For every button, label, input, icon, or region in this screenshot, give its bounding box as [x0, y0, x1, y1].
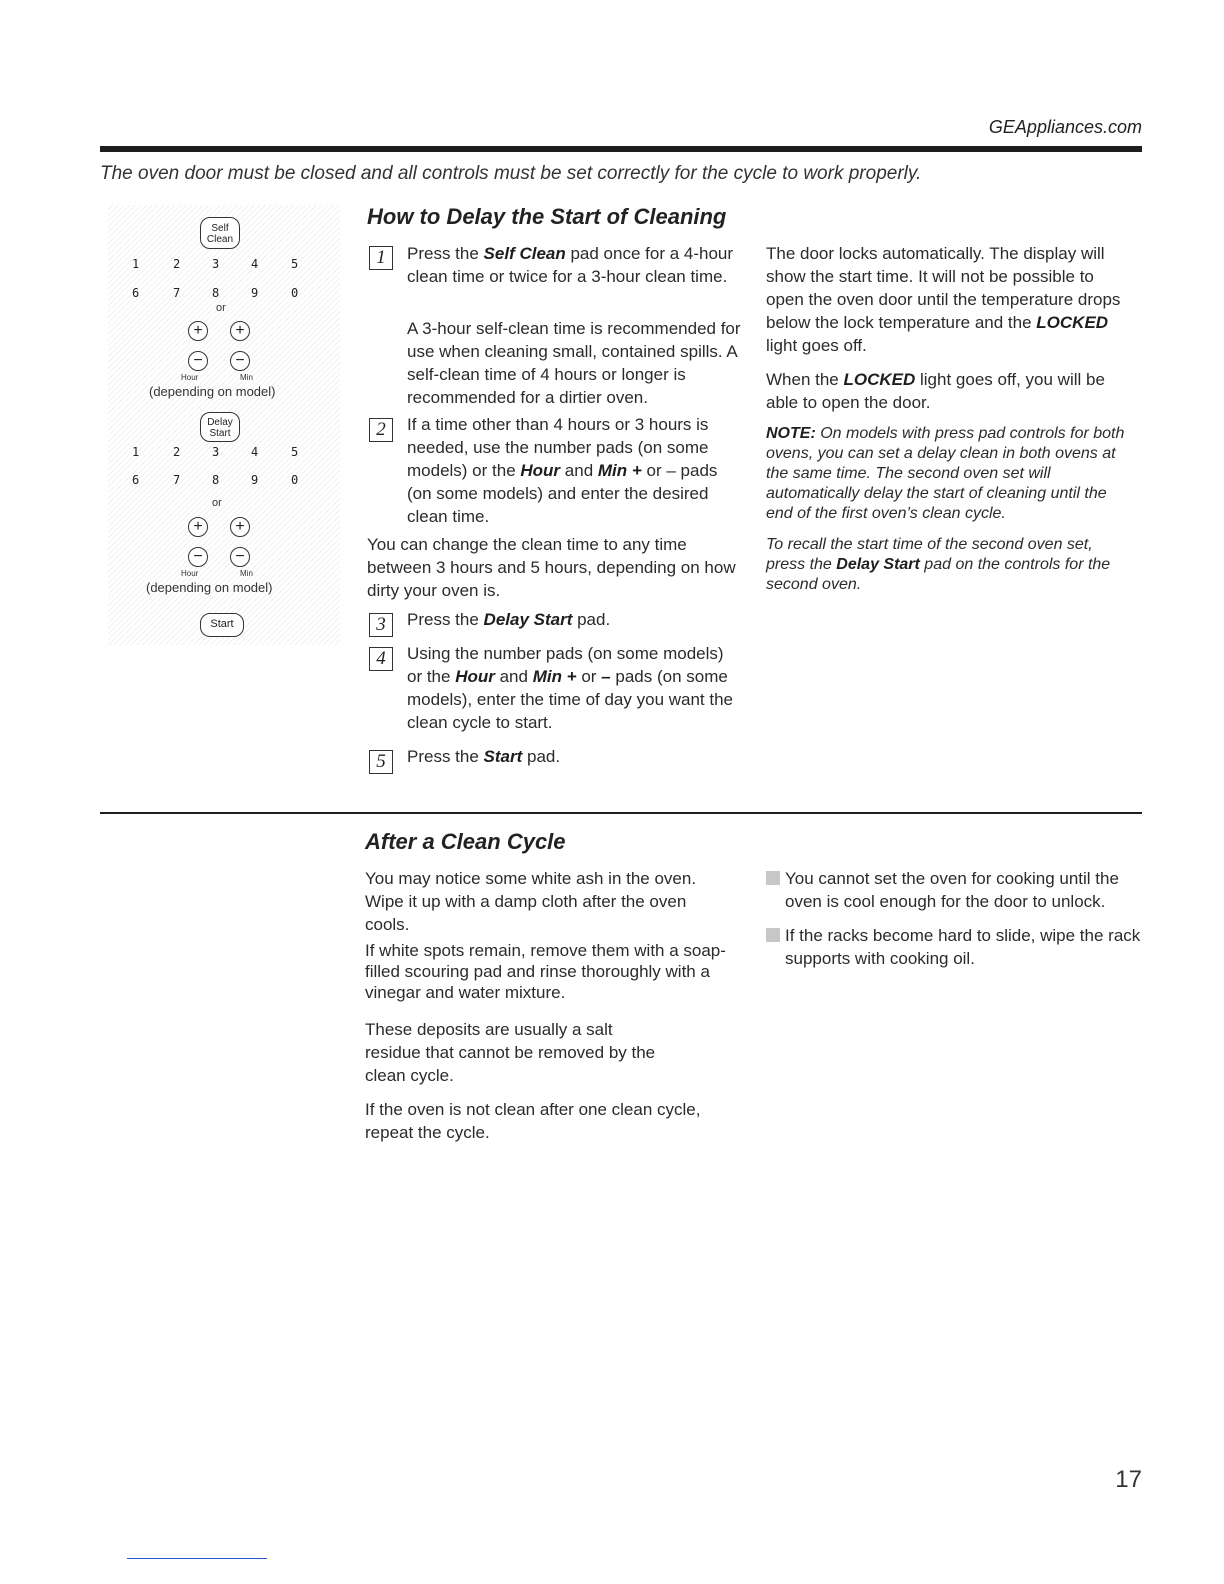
site-url: GEAppliances.com	[988, 117, 1142, 137]
footer-link-line	[127, 1558, 267, 1559]
depending-note: (depending on model)	[146, 580, 273, 595]
key-8: 8	[212, 473, 220, 487]
hour-minus-icon: −	[188, 547, 208, 567]
key-1: 1	[132, 257, 140, 271]
key-3: 3	[212, 257, 220, 271]
after-p4: If the oven is not clean after one clean cycle, repeat the cycle.	[365, 1100, 701, 1142]
key-9: 9	[251, 473, 259, 487]
hour-label: Hour	[181, 569, 199, 578]
key-1: 1	[132, 445, 140, 459]
key-8: 8	[212, 286, 220, 300]
section-divider	[100, 812, 1142, 814]
key-7: 7	[173, 286, 181, 300]
control-panel-illustration	[108, 205, 340, 645]
after-bullet-1: You cannot set the oven for cooking until the oven is cool enough for the door to unlock.	[785, 869, 1119, 911]
change-time-text: You can change the clean time to any time between 3 hours and 5 hours, depending on how dirty your oven is.	[367, 535, 736, 600]
recall-text: To recall the start time of the second oven set, press the Delay Start pad on the controls for the second oven.	[766, 536, 1111, 593]
key-2: 2	[173, 257, 181, 271]
after-bullet-2: If the racks become hard to slide, wipe the rack supports with cooking oil.	[785, 926, 1141, 968]
key-0: 0	[291, 473, 299, 487]
key-2: 2	[173, 445, 181, 459]
key-4: 4	[251, 445, 259, 459]
page-number: 17	[1115, 1466, 1142, 1493]
intro-text: The oven door must be closed and all controls must be set correctly for the cycle to work properly.	[100, 163, 922, 184]
key-9: 9	[251, 286, 259, 300]
self-clean-pad: Self Clean	[200, 217, 240, 249]
step-5-text: Press the Start pad.	[407, 747, 561, 766]
door-locks-text: The door locks automatically. The display will show the start time. It will not be possible to open the oven door until the temperature drops below the lock temperature and the LOCKED light goes off.	[766, 244, 1121, 355]
top-rule	[100, 146, 1142, 152]
step-4-number: 4	[369, 647, 393, 671]
bullet-icon	[766, 871, 780, 885]
depending-note: (depending on model)	[149, 384, 276, 399]
min-label: Min	[240, 373, 253, 382]
step-1-note: A 3-hour self-clean time is recommended for use when cleaning small, contained spills. A self-clean time of 4 hours or longer is recommended for a dirtier oven.	[407, 319, 741, 407]
hour-minus-icon: −	[188, 351, 208, 371]
key-0: 0	[291, 286, 299, 300]
after-p1: You may notice some white ash in the oven. Wipe it up with a damp cloth after the oven cools.	[365, 869, 697, 934]
delay-start-pad: Delay Start	[200, 412, 240, 442]
key-7: 7	[173, 473, 181, 487]
after-p3: These deposits are usually a salt residue that cannot be removed by the clean cycle.	[365, 1020, 656, 1085]
delay-heading: How to Delay the Start of Cleaning	[367, 204, 727, 229]
start-pad: Start	[200, 613, 244, 637]
hour-plus-icon: +	[188, 321, 208, 341]
note-text: NOTE: On models with press pad controls for both ovens, you can set a delay clean in both ovens at the same time. The second oven set will automatically delay the start of cleaning until the end of the first oven’s clean cycle.	[766, 425, 1125, 522]
step-5-number: 5	[369, 750, 393, 774]
min-minus-icon: −	[230, 547, 250, 567]
key-5: 5	[291, 445, 299, 459]
key-6: 6	[132, 286, 140, 300]
key-6: 6	[132, 473, 140, 487]
step-1-text: Press the Self Clean pad once for a 4-hour clean time or twice for a 3-hour clean time.	[407, 244, 734, 286]
or-label: or	[212, 497, 222, 509]
step-4-text: Using the number pads (on some models) or the Hour and Min + or – pads (on some models), enter the time of day you want the clean cycle to start.	[407, 644, 734, 732]
min-plus-icon: +	[230, 321, 250, 341]
min-minus-icon: −	[230, 351, 250, 371]
hour-plus-icon: +	[188, 517, 208, 537]
key-4: 4	[251, 257, 259, 271]
bullet-icon	[766, 928, 780, 942]
step-3-number: 3	[369, 613, 393, 637]
step-3-text: Press the Delay Start pad.	[407, 610, 611, 629]
after-p2: If white spots remain, remove them with a soap-filled scouring pad and rinse thoroughly with a vinegar and water mixture.	[365, 941, 726, 1002]
step-2-number: 2	[369, 418, 393, 442]
hour-label: Hour	[181, 373, 199, 382]
step-1-number: 1	[369, 246, 393, 270]
min-plus-icon: +	[230, 517, 250, 537]
key-3: 3	[212, 445, 220, 459]
min-label: Min	[240, 569, 253, 578]
key-5: 5	[291, 257, 299, 271]
after-heading: After a Clean Cycle	[365, 829, 566, 854]
locked-light-text: When the LOCKED light goes off, you will be able to open the door.	[766, 370, 1105, 412]
step-2-text: If a time other than 4 hours or 3 hours is needed, use the number pads (on some models) or the Hour and Min + or – pads (on some models) and enter the desired clean time.	[407, 415, 718, 526]
or-label: or	[216, 302, 226, 314]
